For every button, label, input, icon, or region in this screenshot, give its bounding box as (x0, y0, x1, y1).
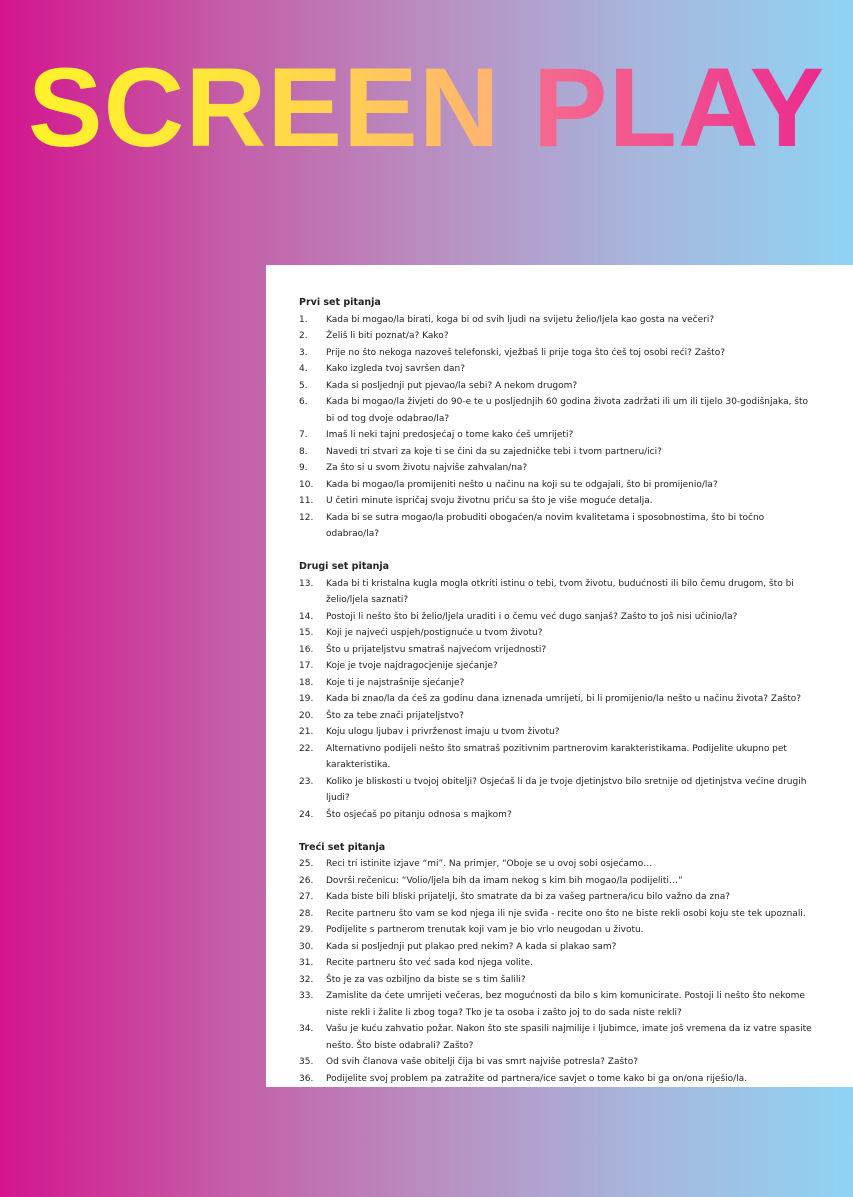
question-item (299, 609, 819, 626)
question-text: Zamislite da ćete umrijeti večeras, bez mogućnosti da bilo s kim komunicirate. Postoji li nešto što nekome niste rekli i žalite li zbog toga? Tko je ta osoba i zašto joj to do sada niste rekli? (326, 991, 805, 1018)
section-gap (299, 543, 819, 560)
title-word-play: PLAY (532, 45, 826, 170)
question-text: Postoji li nešto što bi želio/ljela uraditi i o čemu već dugo sanjaš? Zašto to još nisi učinio/la? (326, 611, 738, 622)
question-item (299, 856, 819, 873)
question-number: 26. (299, 875, 314, 886)
question-item (299, 1021, 819, 1054)
question-number: 10. (299, 479, 314, 490)
question-number: 28. (299, 908, 314, 919)
question-number: 27. (299, 892, 314, 902)
question-text: Kada bi mogao/la promijeniti nešto u načinu na koji su te odgajali, što bi promijenio/la? (326, 479, 718, 490)
question-text: Dovrši rečenicu: “Volio/ljela bih da imam nekog s kim bih mogao/la podijeliti…” (326, 875, 683, 886)
question-text: Kada bi mogao/la živjeti do 90-e te u posljednjih 60 godina života zadržati ili um ili tijelo 30-godišnjaka, što bi od tog dvoje odabrao/la? (326, 397, 809, 424)
question-text: Za što si u svom životu najviše zahvalan/na? (326, 463, 528, 473)
question-number: 5. (299, 380, 308, 391)
question-number: 34. (299, 1024, 314, 1034)
question-number: 15. (299, 628, 314, 638)
question-number: 16. (299, 644, 314, 655)
question-number: 20. (299, 710, 314, 721)
question-number: 2. (299, 331, 308, 341)
question-set (299, 295, 819, 543)
question-text: Koje je tvoje najdragocjenije sjećanje? (326, 661, 498, 671)
question-text: Koji je najveći uspjeh/postignuće u tvom životu? (326, 628, 543, 638)
question-number: 22. (299, 743, 314, 754)
question-item (299, 394, 819, 427)
question-number: 35. (299, 1057, 314, 1067)
question-text: Koliko je bliskosti u tvojoj obitelji? Osjećaš li da je tvoje djetinjstvo bilo sretnije od djetinjstva većine drugih ljudi? (326, 776, 807, 803)
question-item (299, 774, 819, 807)
question-text: Od svih članova vaše obitelji čija bi vas smrt najviše potresla? Zašto? (326, 1057, 638, 1067)
question-text: Koju ulogu ljubav i privrženost imaju u tvom životu? (326, 727, 560, 737)
question-item (299, 939, 819, 956)
question-text: Podijelite s partnerom trenutak koji vam je bio vrlo neugodan u životu. (326, 925, 644, 935)
question-number: 24. (299, 809, 314, 820)
question-number: 14. (299, 611, 314, 622)
question-set (299, 559, 819, 823)
question-text: Kada bi ti kristalna kugla mogla otkriti istinu o tebi, tvom životu, budućnosti ili bilo čemu drugom, što bi želio/ljela saznati? (326, 578, 794, 605)
question-number: 1. (299, 314, 308, 325)
title-word-screen: SCREEN (27, 45, 501, 170)
question-item (299, 328, 819, 345)
question-number: 8. (299, 446, 308, 457)
question-item (299, 642, 819, 659)
question-item (299, 724, 819, 741)
question-text: Prije no što nekoga nazoveš telefonski, vježbaš li prije toga što ćeš toj osobi reći? Zašto? (326, 347, 725, 358)
question-number: 7. (299, 430, 308, 440)
question-text: Reci tri istinite izjave “mi”. Na primjer, “Oboje se u ovoj sobi osjećamo… (326, 859, 653, 869)
question-item (299, 444, 819, 461)
question-text: Kada bi se sutra mogao/la probuditi obogaćen/a novim kvalitetama i sposobnostima, što bi točno odabrao/la? (326, 512, 765, 539)
question-text: U četiri minute ispričaj svoju životnu priču sa što je više moguće detalja. (326, 496, 653, 506)
question-item (299, 691, 819, 708)
question-item (299, 345, 819, 362)
question-item (299, 378, 819, 395)
question-text: Kada bi mogao/la birati, koga bi od svih ljudi na svijetu želio/ljela kao gosta na večeri? (326, 314, 715, 325)
question-number: 12. (299, 512, 314, 523)
question-number: 23. (299, 776, 314, 787)
question-number: 33. (299, 991, 314, 1001)
question-item (299, 1054, 819, 1071)
question-item (299, 658, 819, 675)
question-text: Imaš li neki tajni predosjećaj o tome kako ćeš umrijeti? (326, 430, 574, 440)
question-set (299, 840, 819, 1088)
questions-panel (266, 265, 853, 1087)
question-number: 30. (299, 941, 314, 952)
question-text: Alternativno podijeli nešto što smatraš pozitivnim partnerovim karakteristikama. Podijelite ukupno pet karakteristika. (326, 743, 787, 770)
question-text: Što je za vas ozbiljno da biste se s tim šalili? (326, 974, 526, 985)
question-item (299, 873, 819, 890)
question-number: 32. (299, 974, 314, 985)
set-heading: Drugi set pitanja (299, 561, 390, 572)
question-item (299, 576, 819, 609)
question-list (299, 576, 819, 824)
question-item (299, 906, 819, 923)
question-item (299, 741, 819, 774)
question-text: Što za tebe znači prijateljstvo? (326, 710, 464, 721)
question-text: Recite partneru što već sada kod njega volite. (326, 958, 533, 968)
question-text: Kako izgleda tvoj savršen dan? (326, 364, 466, 374)
question-list (299, 312, 819, 543)
question-text: Što osjećaš po pitanju odnosa s majkom? (326, 809, 512, 820)
question-number: 36. (299, 1073, 314, 1084)
question-item (299, 675, 819, 692)
question-item (299, 460, 819, 477)
question-text: Kada si posljednji put plakao pred nekim? A kada si plakao sam? (326, 941, 617, 952)
question-text: Kada bi znao/la da ćeš za godinu dana iznenada umrijeti, bi li promijenio/la nešto u načinu života? Zašto? (326, 694, 802, 704)
question-text: Što u prijateljstvu smatraš najvećom vrijednosti? (326, 644, 547, 655)
question-text: Koje ti je najstrašnije sjećanje? (326, 677, 465, 688)
question-item (299, 988, 819, 1021)
question-item (299, 510, 819, 543)
question-number: 31. (299, 958, 314, 968)
question-item (299, 972, 819, 989)
questions-content (299, 295, 819, 1087)
question-text: Recite partneru što vam se kod njega ili nje sviđa - recite ono što ne biste rekli osobi koju ste tek upoznali. (326, 908, 806, 919)
question-text: Navedi tri stvari za koje ti se čini da su zajedničke tebi i tvom partneru/ici? (326, 446, 662, 457)
question-item (299, 477, 819, 494)
question-text: Kada si posljednji put pjevao/la sebi? A nekom drugom? (326, 380, 578, 391)
question-number: 3. (299, 347, 308, 358)
question-item (299, 427, 819, 444)
question-number: 29. (299, 925, 314, 935)
set-heading: Treći set pitanja (299, 841, 386, 853)
poster-title (0, 45, 853, 170)
question-item (299, 625, 819, 642)
question-number: 25. (299, 859, 314, 869)
question-number: 9. (299, 463, 308, 473)
question-item (299, 1071, 819, 1088)
question-number: 6. (299, 397, 308, 407)
question-item (299, 361, 819, 378)
question-item (299, 922, 819, 939)
question-item (299, 889, 819, 906)
question-number: 4. (299, 364, 308, 374)
question-number: 18. (299, 677, 314, 688)
question-text: Kada biste bili bliski prijatelji, što smatrate da bi za vašeg partnera/icu bilo važno da zna? (326, 892, 731, 902)
question-number: 11. (299, 496, 314, 506)
question-text: Želiš li biti poznat/a? Kako? (326, 331, 449, 341)
question-number: 21. (299, 727, 314, 737)
question-item (299, 493, 819, 510)
question-item (299, 708, 819, 725)
question-number: 13. (299, 578, 314, 589)
question-item (299, 807, 819, 824)
question-item (299, 312, 819, 329)
question-list (299, 856, 819, 1087)
question-number: 19. (299, 694, 314, 704)
question-item (299, 955, 819, 972)
question-number: 17. (299, 661, 314, 671)
question-text: Vašu je kuću zahvatio požar. Nakon što ste spasili najmilije i ljubimce, imate još vremena da iz vatre spasite nešto. Što biste odabrali? Zašto? (326, 1024, 812, 1051)
section-gap (299, 823, 819, 840)
set-heading: Prvi set pitanja (299, 297, 381, 308)
question-text: Podijelite svoj problem pa zatražite od partnera/ice savjet o tome kako bi ga on/ona riješio/la. (326, 1073, 748, 1084)
